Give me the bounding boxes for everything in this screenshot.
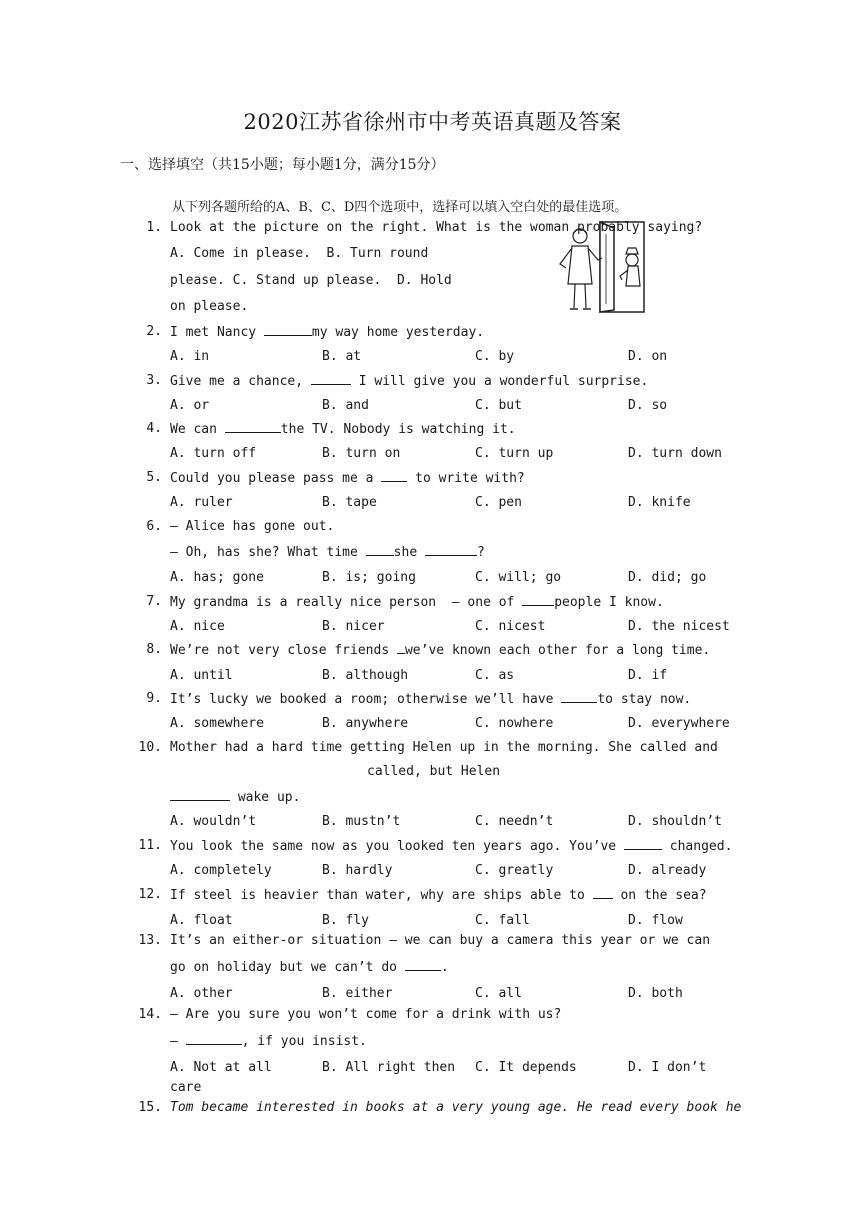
option-d: D. everywhere [628,716,730,731]
option-c: C. It depends [475,1060,577,1075]
option-b: B. turn on [322,446,401,461]
question-text: It’s lucky we booked a room; otherwise we’ll have to stay now. [170,692,692,707]
question-number: 11. [138,838,162,853]
answer-blank [624,838,662,850]
question-options: A. Come in please. B. Turn round [170,246,429,261]
answer-blank [186,1033,242,1045]
answer-blank [264,324,312,336]
option-d: D. both [628,986,683,1001]
question-number: 14. [138,1007,162,1022]
option-d: D. flow [628,913,683,928]
question-text: go on holiday but we can’t do . [170,960,449,975]
option-c: C. greatly [475,863,554,878]
question-number: 15. [138,1100,162,1115]
option-b: B. hardly [322,863,393,878]
option-c: C. nicest [475,619,546,634]
question-number: 6. [146,519,162,534]
option-c: C. will; go [475,570,562,585]
option-c: C. by [475,349,515,364]
question-number: 1. [146,220,162,235]
option-c: C. all [475,986,522,1001]
option-b: B. All right then [322,1060,456,1075]
answer-blank [425,544,477,556]
option-d: D. on [628,349,668,364]
option-a: A. float [170,913,233,928]
option-a: A. somewhere [170,716,264,731]
option-c: C. as [475,668,515,683]
question-number: 8. [146,642,162,657]
answer-blank [561,691,597,703]
section-title: 一、选择填空（共15小题；每小题1分，满分15分） [120,157,445,173]
option-a: A. until [170,668,233,683]
question-text: My grandma is a really nice person — one of people I know. [170,595,664,610]
question-number: 3. [146,373,162,388]
answer-blank [522,594,554,606]
question-text: Mother had a hard time getting Helen up in the morning. She called and [170,740,718,755]
instructions: 从下列各题所给的A、B、C、D四个选项中，选择可以填入空白处的最佳选项。 [172,200,628,215]
option-b: B. nicer [322,619,385,634]
option-b: B. mustn’t [322,814,401,829]
option-b: B. fly [322,913,369,928]
question-text: — Oh, has she? What time she ? [170,545,485,560]
option-b: B. although [322,668,409,683]
question-number: 5. [146,470,162,485]
option-b: B. anywhere [322,716,409,731]
question-text: Could you please pass me a to write with? [170,471,525,486]
question-number: 7. [146,594,162,609]
question-number: 2. [146,324,162,339]
answer-blank [225,421,281,433]
question-text: We can the TV. Nobody is watching it. [170,422,516,437]
answer-blank [593,887,613,899]
option-b: B. tape [322,495,377,510]
answer-blank [311,373,351,385]
question-text: called, but Helen [367,764,501,779]
answer-blank [381,470,407,482]
option-a: A. other [170,986,233,1001]
option-a: A. Not at all [170,1060,272,1075]
option-d: D. knife [628,495,691,510]
answer-blank [170,789,230,801]
question-options: on please. [170,299,249,314]
option-d-wrap: care [170,1080,202,1095]
question-text: You look the same now as you looked ten years ago. You’ve changed. [170,839,733,854]
option-c: C. pen [475,495,522,510]
option-a: A. ruler [170,495,233,510]
option-b: B. either [322,986,393,1001]
question-text: If steel is heavier than water, why are ships able to on the sea? [170,888,707,903]
question-number: 10. [138,740,162,755]
option-d: D. I don’t [628,1060,707,1075]
option-d: D. already [628,863,707,878]
option-c: C. but [475,398,522,413]
question-options: please. C. Stand up please. D. Hold [170,273,452,288]
option-d: D. if [628,668,668,683]
answer-blank [405,959,441,971]
option-b: B. and [322,398,369,413]
question-text: wake up. [170,789,300,805]
option-a: A. in [170,349,210,364]
question-text: We’re not very close friends we’ve known each other for a long time. [170,643,711,658]
option-b: B. is; going [322,570,416,585]
question-text: — Are you sure you won’t come for a drink with us? [170,1007,562,1022]
option-c: C. nowhere [475,716,554,731]
option-d: D. turn down [628,446,722,461]
question-text: Look at the picture on the right. What is the woman probably saying? [170,220,703,235]
question-number: 13. [138,933,162,948]
question-number: 9. [146,691,162,706]
answer-blank [366,544,394,556]
option-a: A. nice [170,619,225,634]
question-text: — , if you insist. [170,1034,367,1049]
answer-blank [397,642,405,654]
option-d: D. did; go [628,570,707,585]
option-a: A. or [170,398,210,413]
page-title: 2020江苏省徐州市中考英语真题及答案 [243,110,622,134]
option-c: C. needn’t [475,814,554,829]
option-a: A. turn off [170,446,257,461]
option-a: A. wouldn’t [170,814,257,829]
question-text: It’s an either-or situation — we can buy a camera this year or we can [170,933,711,948]
option-a: A. completely [170,863,272,878]
option-a: A. has; gone [170,570,264,585]
question-text: — Alice has gone out. [170,519,335,534]
option-c: C. fall [475,913,530,928]
question-number: 12. [138,887,162,902]
question-text: Tom became interested in books at a very young age. He read every book he [170,1100,742,1115]
option-d: D. so [628,398,668,413]
option-c: C. turn up [475,446,554,461]
option-d: D. shouldn’t [628,814,722,829]
question-text: Give me a chance, I will give you a wonderful surprise. [170,374,649,389]
question-number: 4. [146,421,162,436]
question-text: I met Nancy my way home yesterday. [170,325,485,340]
option-d: D. the nicest [628,619,730,634]
option-b: B. at [322,349,362,364]
